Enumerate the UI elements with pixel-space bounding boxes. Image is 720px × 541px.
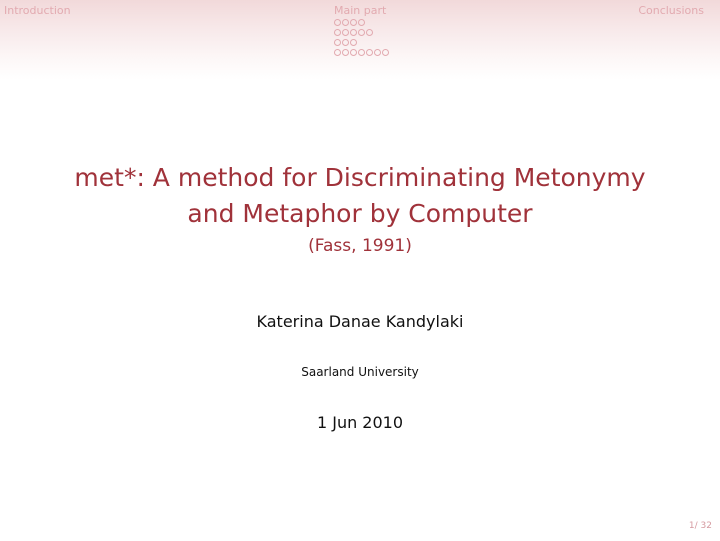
frame-dot-icon[interactable] — [342, 29, 349, 36]
frame-dot-icon[interactable] — [334, 29, 341, 36]
subsection-dots — [334, 18, 390, 58]
frame-dot-icon[interactable] — [342, 49, 349, 56]
slide-title — [0, 160, 720, 232]
frame-dot-icon[interactable] — [350, 49, 357, 56]
subsection-dot-row — [334, 48, 390, 57]
frame-dot-icon[interactable] — [350, 39, 357, 46]
frame-dot-icon[interactable] — [358, 19, 365, 26]
frame-dot-icon[interactable] — [358, 49, 365, 56]
subsection-dot-row — [334, 28, 390, 37]
frame-dot-icon[interactable] — [350, 29, 357, 36]
subsection-dot-row — [334, 18, 390, 27]
frame-dot-icon[interactable] — [350, 19, 357, 26]
frame-dot-icon[interactable] — [334, 49, 341, 56]
frame-dot-icon[interactable] — [342, 39, 349, 46]
frame-dot-icon[interactable] — [374, 49, 381, 56]
title-line-1: met*: A method for Discriminating Metonymy — [74, 163, 646, 192]
institution: Saarland University — [301, 365, 419, 379]
presentation-date: 1 Jun 2010 — [316, 413, 404, 432]
nav-section-main-part[interactable]: Main part — [334, 4, 387, 17]
frame-dot-icon[interactable] — [382, 49, 389, 56]
author-name: Katerina Danae Kandylaki — [256, 312, 464, 331]
title-line-2: and Metaphor by Computer — [187, 199, 533, 228]
navigation-header — [0, 0, 720, 80]
frame-dot-icon[interactable] — [334, 39, 341, 46]
frame-dot-icon[interactable] — [366, 29, 373, 36]
frame-dot-icon[interactable] — [342, 19, 349, 26]
frame-dot-icon[interactable] — [366, 49, 373, 56]
citation: (Fass, 1991) — [308, 236, 412, 256]
nav-section-introduction[interactable]: Introduction — [4, 4, 71, 17]
nav-section-conclusions[interactable]: Conclusions — [638, 4, 704, 17]
page-number: 1/ 32 — [688, 521, 712, 531]
frame-dot-icon[interactable] — [334, 19, 341, 26]
subsection-dot-row — [334, 38, 390, 47]
frame-dot-icon[interactable] — [358, 29, 365, 36]
